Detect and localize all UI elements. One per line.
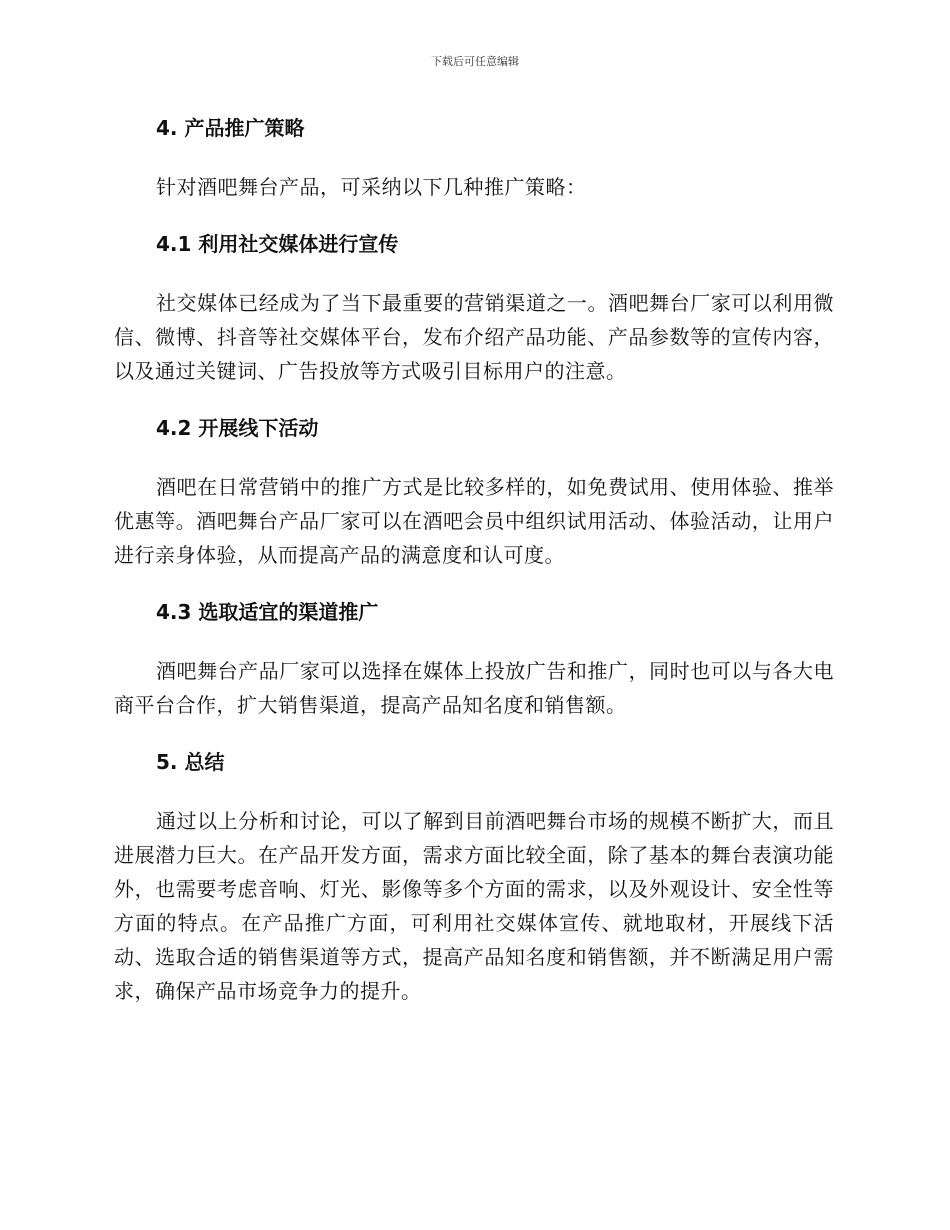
section-4-3-heading: 4.3 选取适宜的渠道推广: [156, 600, 379, 624]
page-header: 下载后可任意编辑: [431, 55, 519, 68]
section-5-heading: 5. 总结: [156, 750, 225, 774]
section-4-2-body: 酒吧在日常营销中的推广方式是比较多样的，如免费试用、使用体验、推举优惠等。酒吧舞台产品厂家可以在酒吧会员中组织试用活动、体验活动，让用户进行亲身体验，从而提高产品的满意度和认可度。: [114, 475, 834, 567]
section-4-heading: 4. 产品推广策略: [156, 116, 305, 140]
section-4-intro: 针对酒吧舞台产品，可采纳以下几种推广策略：: [156, 175, 587, 199]
section-4-1-heading: 4.1 利用社交媒体进行宣传: [156, 232, 399, 256]
section-4-2-heading: 4.2 开展线下活动: [156, 416, 319, 440]
section-4-3-body: 酒吧舞台产品厂家可以选择在媒体上投放广告和推广，同时也可以与各大电商平台合作，扩大销售渠道，提高产品知名度和销售额。: [114, 659, 834, 717]
section-4-1-body: 社交媒体已经成为了当下最重要的营销渠道之一。酒吧舞台厂家可以利用微信、微博、抖音等社交媒体平台，发布介绍产品功能、产品参数等的宣传内容，以及通过关键词、广告投放等方式吸引目标用户的注意。: [114, 291, 834, 383]
document-body: [114, 112, 834, 1008]
section-5-body: 通过以上分析和讨论，可以了解到目前酒吧舞台市场的规模不断扩大，而且进展潜力巨大。在产品开发方面，需求方面比较全面，除了基本的舞台表演功能外，也需要考虑音响、灯光、影像等多个方面的需求，以及外观设计、安全性等方面的特点。在产品推广方面，可利用社交媒体宣传、就地取材，开展线下活动、选取合适的销售渠道等方式，提高产品知名度和销售额，并不断满足用户需求，确保产品市场竞争力的提升。: [114, 809, 834, 1003]
